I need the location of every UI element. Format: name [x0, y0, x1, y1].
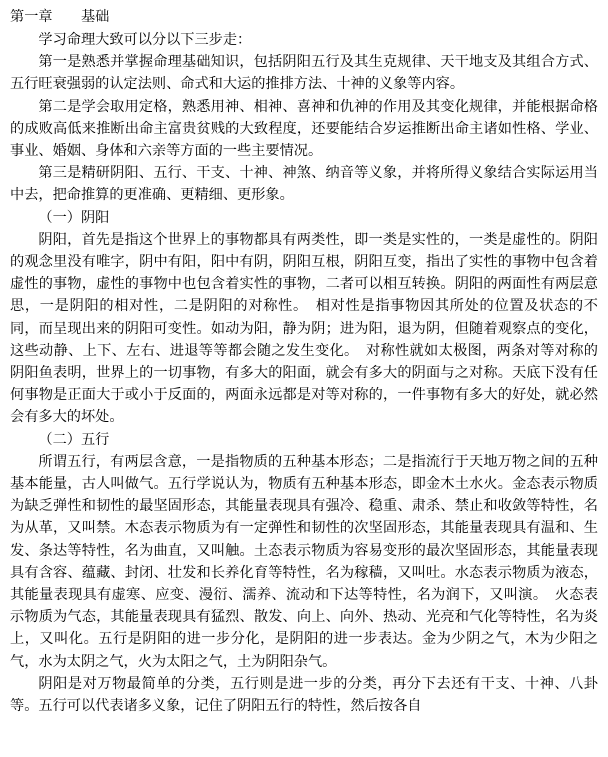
paragraph-wuxing-body: 所谓五行，有两层含意，一是指物质的五种基本形态；二是指流行于天地万物之间的五种基本能量，古人叫做气。五行学说认为，物质有五种基本形态，即金木土水火。金态表示物质为缺乏弹性和韧性的最坚固形态，其能量表现具有强冷、稳重、肃杀、禁止和收敛等特性，名为从革，又叫禁。木态表示物质为有一定弹性和韧性的次坚固形态，其能量表现具有温和、生发、条达等特性，名为曲直，又叫触。土态表示物质为容易变形的最次坚固形态，其能量表现具有含容、蕴藏、封闭、壮发和长养化育等特性，名为稼穑，又叫吐。水态表示物质为液态，其能量表现具有虚寒、应变、漫衍、濡养、流动和下达等特性，名为润下，又叫演。 火态表示物质为气态，其能量表现具有猛烈、散发、向上、向外、热动、光亮和气化等特性，名为炎上，又叫化。五行是阴阳的进一步分化，是阴阳的进一步表达。金为少阴之气，木为少阳之气，水为太阴之气，火为太阳之气，土为阴阳杂气。 — [10, 453, 598, 670]
paragraph-step-three: 第三是精研阴阳、五行、干支、十神、神煞、纳音等义象，并将所得义象结合实际运用当中去，把命推算的更准确、更精细、更形象。 — [10, 165, 598, 204]
paragraph-step-one: 第一是熟悉并掌握命理基础知识，包括阴阳五行及其生克规律、天干地支及其组合方式、五行旺衰强弱的认定法则、命式和大运的推排方法、十神的义象等内容。 — [10, 54, 598, 93]
paragraph-step-two: 第二是学会取用定格，熟悉用神、相神、喜神和仇神的作用及其变化规律，并能根据命格的成败高低来推断出命主富贵贫贱的大致程度，还要能结合岁运推断出命主诸如性格、学业、事业、婚姻、身体和六亲等方面的一些主要情况。 — [10, 98, 598, 160]
paragraph-classification: 阴阳是对万物最简单的分类，五行则是进一步的分类，再分下去还有干支、十神、八卦等。五行可以代表诸多义象，记住了阴阳五行的特性，然后按各自 — [10, 675, 598, 715]
section-heading-wuxing: （二）五行 — [38, 431, 110, 448]
chapter-heading: 第一章 基础 — [10, 9, 110, 25]
paragraph-yinyang-body: 阴阳，首先是指这个世界上的事物都具有两类性，即一类是实性的，一类是虚性的。阴阳的观念里没有唯字，阴中有阳，阳中有阴，阴阳互根，阴阳互变，指出了实性的事物中包含着虚性的事物，虚性的事物中也包含着实性的事物，二者可以相互转换。阴阳的两面性有两层意思，一是阴阳的相对性，二是阴阳的对称性。 相对性是指事物因其所处的位置及状态的不同，而呈现出来的阴阳可变性。如动为阳，静为阴；进为阳，退为阴，但随着观察点的变化，这些动静、上下、左右、进退等等都会随之发生变化。 对称性就如太极图，两条对等对称的阴阳鱼表明，世界上的一切事物，有多大的阳面，就会有多大的阴面与之对称。天底下没有任何事物是正面大于或小于反面的，两面永远都是对等对称的，一件事物有多大的好处，就必然会有多大的坏处。 — [10, 231, 598, 426]
section-heading-yinyang: （一）阴阳 — [38, 209, 110, 226]
paragraph-intro-steps: 学习命理大致可以分以下三步走： — [38, 32, 252, 48]
